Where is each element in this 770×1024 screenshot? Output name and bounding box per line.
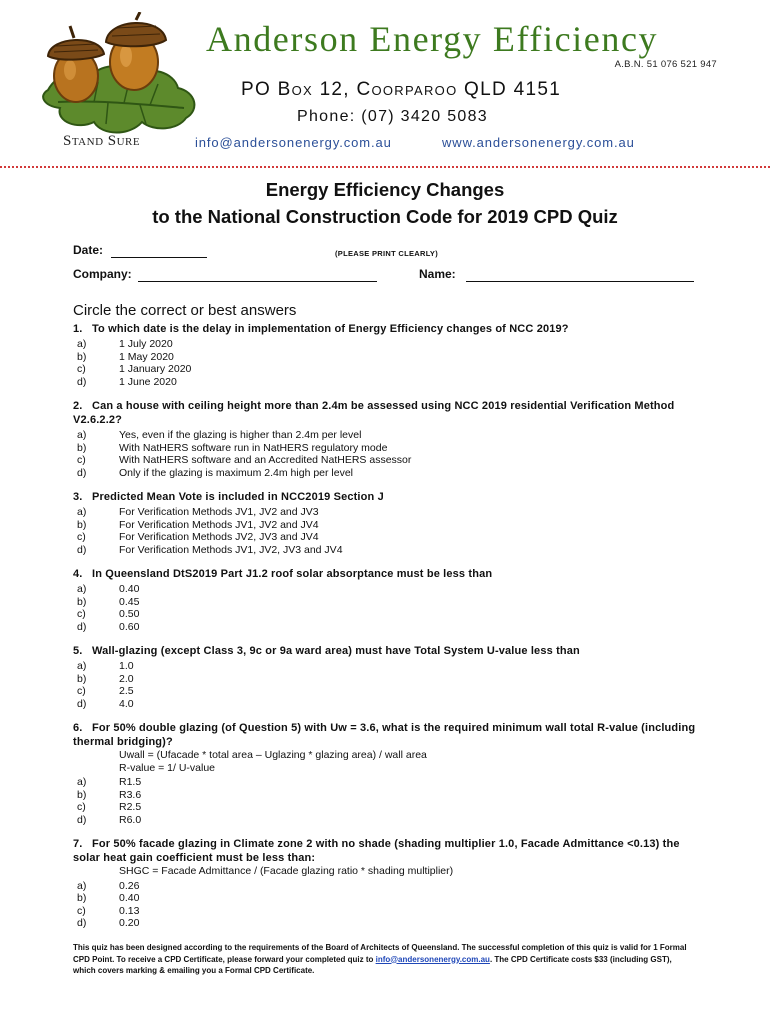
question-number: 2. [73, 400, 83, 412]
question-3 [73, 490, 703, 556]
answer-options [73, 880, 703, 930]
question-5 [73, 644, 703, 710]
option-letter: d) [77, 813, 87, 826]
print-clearly-note: (PLEASE PRINT CLEARLY) [335, 249, 438, 258]
option-letter: a) [77, 583, 87, 595]
option-text: Only if the glazing is maximum 2.4m high per level [119, 466, 354, 479]
company-label: Company: [73, 267, 132, 281]
question-4 [73, 567, 703, 633]
option-text: 4.0 [119, 697, 134, 710]
option-text: 0.40 [119, 583, 140, 595]
option-text: 0.26 [119, 879, 140, 892]
quiz-title-line-1: Energy Efficiency Changes [265, 179, 505, 200]
option-letter: a) [77, 429, 87, 441]
answer-option[interactable] [73, 880, 703, 893]
answer-option[interactable] [73, 376, 703, 389]
option-letter: a) [77, 338, 87, 350]
answer-options [73, 506, 703, 556]
answer-option[interactable] [73, 660, 703, 673]
answer-option[interactable] [73, 698, 703, 711]
option-letter: d) [77, 917, 87, 929]
answer-option[interactable] [73, 442, 703, 455]
name-field[interactable] [466, 281, 694, 282]
option-letter: d) [77, 466, 87, 479]
option-letter: c) [77, 454, 86, 466]
question-prompt: Can a house with ceiling height more than 2.4m be assessed using NCC 2019 residential Verification Method V2.6.2.2? [73, 400, 675, 426]
question-prompt: To which date is the delay in implementation of Energy Efficiency changes of NCC 2019? [92, 323, 569, 335]
acorn-leaf-logo-icon [28, 12, 206, 140]
question-text [73, 567, 703, 581]
answer-option[interactable] [73, 801, 703, 814]
option-text: With NatHERS software run in NatHERS regulatory mode [119, 441, 388, 454]
option-text: R1.5 [119, 776, 142, 788]
option-letter: a) [77, 879, 87, 892]
answer-option[interactable] [73, 583, 703, 596]
postal-address: PO Box 12, Coorparoo QLD 4151 [241, 79, 562, 100]
option-letter: c) [77, 904, 86, 917]
option-text: For Verification Methods JV1, JV2, JV3 and JV4 [119, 543, 343, 556]
question-prompt: For 50% facade glazing in Climate zone 2 with no shade (shading multiplier 1.0, Facade Admittance <0.13) the solar heat gain coefficient must be less than: [73, 838, 680, 864]
question-number: 7. [73, 838, 83, 850]
question-prompt: Wall-glazing (except Class 3, 9c or 9a ward area) must have Total System U-value less than [92, 645, 580, 657]
answer-option[interactable] [73, 776, 703, 789]
question-formula: R-value = 1/ U-value [119, 761, 216, 774]
question-prompt: In Queensland DtS2019 Part J1.2 roof solar absorptance must be less than [92, 568, 493, 580]
option-text: For Verification Methods JV1, JV2 and JV3 [119, 506, 319, 518]
answer-option[interactable] [73, 544, 703, 557]
answer-option[interactable] [73, 467, 703, 480]
website-link[interactable]: www.andersonenergy.com.au [442, 135, 635, 150]
footer-email-link[interactable]: info@andersonenergy.com.au [375, 954, 490, 964]
header-divider [0, 166, 770, 168]
phone-number: Phone: (07) 3420 5083 [297, 108, 488, 125]
question-number: 6. [73, 722, 83, 734]
answer-option[interactable] [73, 905, 703, 918]
question-text [73, 644, 703, 658]
option-letter: c) [77, 531, 86, 543]
option-text: 1 January 2020 [119, 363, 192, 375]
answer-option[interactable] [73, 531, 703, 544]
quiz-instructions: Circle the correct or best answers [73, 302, 297, 319]
option-text: 0.60 [119, 620, 140, 633]
question-number: 4. [73, 568, 83, 580]
question-number: 1. [73, 323, 83, 335]
answer-option[interactable] [73, 673, 703, 686]
option-letter: b) [77, 595, 87, 608]
answer-option[interactable] [73, 814, 703, 827]
answer-option[interactable] [73, 506, 703, 519]
answer-option[interactable] [73, 596, 703, 609]
company-name: Anderson Energy Efficiency [206, 19, 659, 59]
answer-options [73, 776, 703, 826]
option-text: 2.0 [119, 672, 134, 685]
option-letter: a) [77, 660, 87, 672]
name-label: Name: [419, 267, 456, 281]
footer-note [73, 942, 693, 977]
option-text: R3.6 [119, 788, 142, 801]
option-letter: d) [77, 543, 87, 556]
answer-options [73, 429, 703, 479]
option-letter: c) [77, 363, 86, 375]
answer-options [73, 338, 703, 388]
answer-option[interactable] [73, 892, 703, 905]
question-prompt: Predicted Mean Vote is included in NCC2019 Section J [92, 491, 384, 503]
option-letter: b) [77, 350, 87, 363]
answer-option[interactable] [73, 621, 703, 634]
question-prompt: For 50% double glazing (of Question 5) with Uw = 3.6, what is the required minimum wall total R-value (including thermal bridging)? [73, 722, 696, 748]
answer-option[interactable] [73, 429, 703, 442]
option-text: 0.20 [119, 917, 140, 929]
answer-option[interactable] [73, 519, 703, 532]
option-text: 0.40 [119, 892, 140, 904]
option-text: 0.50 [119, 608, 140, 620]
option-letter: b) [77, 892, 87, 904]
question-text [73, 721, 703, 749]
option-text: R6.0 [119, 813, 142, 826]
option-text: 1 June 2020 [119, 375, 177, 388]
question-6 [73, 721, 703, 826]
option-letter: b) [77, 518, 87, 531]
answer-option[interactable] [73, 363, 703, 376]
answer-option[interactable] [73, 789, 703, 802]
answer-options [73, 660, 703, 710]
option-text: 0.45 [119, 595, 140, 608]
answer-option[interactable] [73, 338, 703, 351]
question-1 [73, 322, 703, 388]
option-letter: b) [77, 672, 87, 685]
option-letter: d) [77, 620, 87, 633]
option-letter: a) [77, 506, 87, 518]
company-tagline: Stand Sure [63, 133, 141, 149]
option-letter: b) [77, 788, 87, 801]
option-letter: d) [77, 697, 87, 710]
question-list [73, 322, 703, 941]
option-text: R2.5 [119, 801, 142, 813]
option-text: 0.13 [119, 904, 140, 917]
email-link[interactable]: info@andersonenergy.com.au [195, 135, 392, 150]
question-number: 3. [73, 491, 83, 503]
option-letter: c) [77, 608, 86, 620]
option-letter: d) [77, 375, 87, 388]
answer-option[interactable] [73, 454, 703, 467]
question-2 [73, 399, 703, 479]
question-text [73, 399, 703, 427]
question-text [73, 837, 703, 865]
footer-text-before: This quiz has been designed according to the requirements of the Board of Architects of Queensland. The successful completion of this quiz is valid for 1 Formal CPD Point. To receive a CPD Certificate, please forward your completed quiz to [73, 943, 687, 964]
answer-option[interactable] [73, 917, 703, 930]
question-text [73, 490, 703, 504]
answer-option[interactable] [73, 608, 703, 621]
date-label: Date: [73, 243, 104, 257]
answer-option[interactable] [73, 351, 703, 364]
footer-text-after: . The CPD Certificate costs $33 (including GST), which covers marking & emailing you a Formal CPD Certificate. [73, 954, 672, 975]
option-letter: c) [77, 801, 86, 813]
abn-number: A.B.N. 51 076 521 947 [614, 59, 717, 70]
option-text: 1.0 [119, 660, 134, 672]
option-text: Yes, even if the glazing is higher than 2.4m per level [119, 429, 362, 441]
question-formula: SHGC = Facade Admittance / (Facade glazing ratio * shading multiplier) [119, 865, 454, 877]
question-number: 5. [73, 645, 83, 657]
option-text: 1 May 2020 [119, 350, 174, 363]
option-letter: c) [77, 685, 86, 697]
option-text: For Verification Methods JV1, JV2 and JV4 [119, 518, 319, 531]
question-text [73, 322, 703, 336]
question-7 [73, 837, 703, 930]
option-text: 1 July 2020 [119, 338, 173, 350]
date-field[interactable] [111, 257, 207, 258]
answer-options [73, 583, 703, 633]
quiz-title-line-2: to the National Construction Code for 2019 CPD Quiz [152, 206, 618, 227]
company-field[interactable] [138, 281, 377, 282]
answer-option[interactable] [73, 685, 703, 698]
question-formula: Uwall = (Ufacade * total area – Uglazing * glazing area) / wall area [119, 749, 427, 761]
option-letter: b) [77, 441, 87, 454]
option-letter: a) [77, 776, 87, 788]
option-text: With NatHERS software and an Accredited NatHERS assessor [119, 454, 412, 466]
option-text: 2.5 [119, 685, 134, 697]
option-text: For Verification Methods JV2, JV3 and JV4 [119, 531, 319, 543]
